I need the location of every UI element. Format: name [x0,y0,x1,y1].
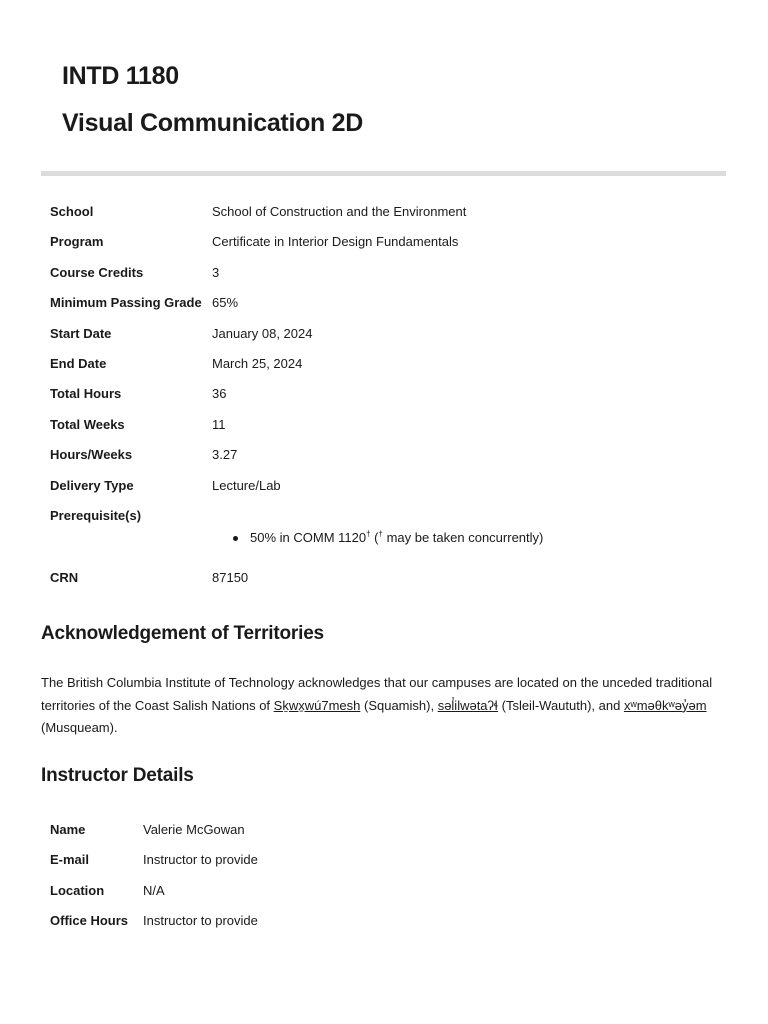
instructor-value: Instructor to provide [143,852,258,868]
info-label: Total Weeks [50,416,125,432]
info-value: 3.27 [212,447,238,463]
info-label: Prerequisite(s) [50,507,142,523]
musqueam-link[interactable]: xʷməθkʷəy̓əm [623,697,707,713]
info-label: School [50,204,94,219]
acknowledgement-paragraph [41,672,721,740]
info-row-total-hours [50,379,710,409]
info-row-end-date [50,349,710,379]
ack-text: (Musqueam). [41,720,118,735]
info-label: Start Date [50,325,112,341]
info-value: School of Construction and the Environment [212,204,467,219]
course-title: Visual Communication 2D [62,109,364,137]
prerequisite-note-open: ( [370,529,379,545]
instructor-label: Location [50,882,105,898]
info-label: Minimum Passing Grade [50,295,202,311]
info-label: CRN [50,569,79,585]
info-row-credits [50,258,710,288]
concurrent-mark: † [366,529,371,539]
concurrent-mark: † [378,529,383,539]
info-value: 87150 [212,569,249,585]
info-row-passing-grade [50,288,710,318]
info-row-delivery-type [50,471,710,501]
tsleil-waututh-link[interactable]: səl̓ilwətaʔɬ [437,697,498,713]
squamish-link[interactable]: Sḵwx̱wú7mesh [273,697,361,713]
info-value: Certificate in Interior Design Fundamentals [212,234,459,250]
info-label: Program [50,234,104,250]
instructor-row-email [50,845,450,875]
instructor-label: E-mail [50,852,90,868]
acknowledgement-heading: Acknowledgement of Territories [41,623,324,644]
instructor-row-office-hours [50,906,450,936]
info-value: March 25, 2024 [212,355,303,371]
info-value: Lecture/Lab [212,477,281,493]
prerequisite-note: may be taken concurrently) [382,529,544,545]
course-info-table [50,197,710,593]
instructor-label: Name [50,822,86,837]
instructor-row-location [50,876,450,906]
info-row-crn [50,563,710,593]
info-row-prerequisites [50,501,710,557]
ack-text: (Squamish), [360,697,438,713]
instructor-heading: Instructor Details [41,765,194,786]
prerequisite-item [233,527,543,549]
ack-text: The British Columbia Institute of Technology acknowledges that our campuses are located on the unceded traditional territories of the Coast Salish Nations of [41,675,713,713]
prerequisite-text: 50% in COMM 1120 [250,529,367,545]
instructor-value: Instructor to provide [143,913,258,929]
info-row-start-date [50,319,710,349]
course-code: INTD 1180 [62,62,179,90]
instructor-value: Valerie McGowan [143,822,245,837]
info-label: Hours/Weeks [50,447,133,463]
info-row-program [50,227,710,257]
info-value: 65% [212,295,239,311]
instructor-table [50,815,450,937]
instructor-label: Office Hours [50,913,129,929]
info-row-total-weeks [50,410,710,440]
info-row-hours-per-week [50,440,710,470]
info-row-school [50,197,710,227]
info-value: 36 [212,386,227,402]
info-value: 3 [212,264,220,280]
ack-text: (Tsleil-Waututh), and [498,697,624,713]
instructor-row-name [50,815,450,845]
info-value: 11 [212,416,226,432]
info-value: January 08, 2024 [212,325,313,341]
prerequisite-list [233,527,543,549]
info-label: Delivery Type [50,477,134,493]
info-label: Course Credits [50,264,144,280]
instructor-value: N/A [143,882,165,898]
info-label: Total Hours [50,386,122,402]
header-divider [41,171,726,176]
info-label: End Date [50,355,107,371]
